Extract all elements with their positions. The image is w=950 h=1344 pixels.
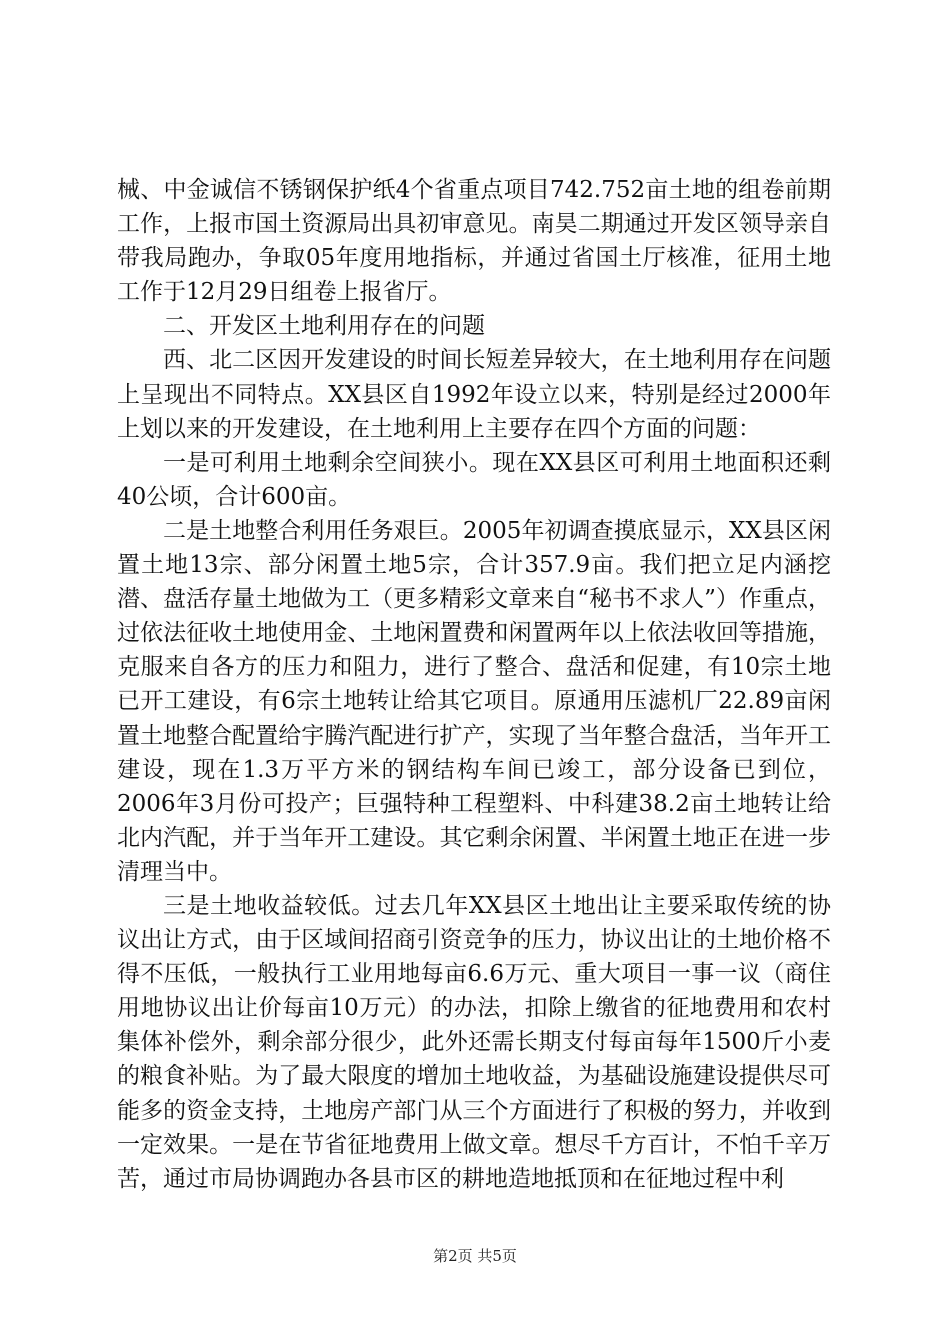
paragraph-problem-two: 二是土地整合利用任务艰巨。2005年初调查摸底显示，XX县区闲置土地13宗、部分闲置土地5宗，合计357.9亩。我们把立足内涵挖潜、盘活存量土地做为工（更多精彩文章来自“秘书不求人”）作重点，过依法征收土地使用金、土地闲置费和闲置两年以上依法收回等措施，克服来自各方的压力和阻力，进行了整合、盘活和促建，有10宗土地已开工建设，有6宗土地转让给其它项目。原通用压滤机厂22.89亩闲置土地整合配置给宇腾汽配进行扩产，实现了当年整合盘活，当年开工建设，现在1.3万平方米的钢结构车间已竣工，部分设备已到位，2006年3月份可投产；巨强特种工程塑料、中科建38.2亩土地转让给北内汽配，并于当年开工建设。其它剩余闲置、半闲置土地正在进一步清理当中。 — [117, 517, 831, 885]
paragraph-intro: 西、北二区因开发建设的时间长短差异较大，在土地利用存在问题上呈现出不同特点。XX县区自1992年设立以来，特别是经过2000年上划以来的开发建设，在土地利用上主要存在四个方面的问题： — [117, 347, 831, 442]
paragraph-continuation: 械、中金诚信不锈钢保护纸4个省重点项目742.752亩土地的组卷前期工作，上报市国土资源局出具初审意见。南昊二期通过开发区领导亲自带我局跑办，争取05年度用地指标，并通过省国土厅核准，征用土地工作于12月29日组卷上报省厅。 — [117, 177, 831, 306]
document-body — [117, 173, 831, 1196]
paragraph-problem-one: 一是可利用土地剩余空间狭小。现在XX县区可利用土地面积还剩40公顷，合计600亩。 — [117, 449, 831, 510]
section-heading: 二、开发区土地利用存在的问题 — [163, 313, 485, 340]
page-number-footer: 第2页 共5页 — [433, 1247, 517, 1265]
paragraph-problem-three: 三是土地收益较低。过去几年XX县区土地出让主要采取传统的协议出让方式，由于区域间招商引资竞争的压力，协议出让的土地价格不得不压低，一般执行工业用地每亩6.6万元、重大项目一事一议（商住用地协议出让价每亩10万元）的办法，扣除上缴省的征地费用和农村集体补偿外，剩余部分很少，此外还需长期支付每亩每年1500斤小麦的粮食补贴。为了最大限度的增加土地收益，为基础设施建设提供尽可能多的资金支持，土地房产部门从三个方面进行了积极的努力，并收到一定效果。一是在节省征地费用上做文章。想尽千方百计，不怕千辛万苦，通过市局协调跑办各县市区的耕地造地抵顶和在征地过程中利 — [117, 892, 831, 1192]
